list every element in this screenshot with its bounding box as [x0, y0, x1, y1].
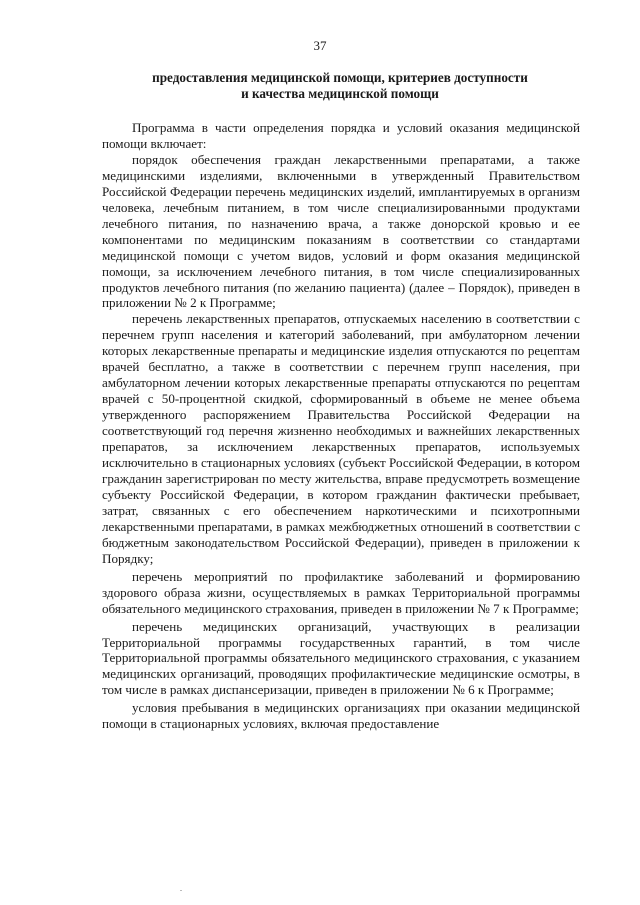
paragraph-stay-conditions: условия пребывания в медицинских организациях при оказании медицинской помощи в стационарных условиях, включая предоставление: [102, 700, 580, 732]
paragraph-medical-organizations: перечень медицинских организаций, участвующих в реализации Территориальной программы государственных гарантий, в том числе Территориальной программы обязательного медицинского страхования, с указанием медицинских организаций, проводящих профилактические медицинские осмотры, в том числе в рамках диспансеризации, приведен в приложении № 6 к Программе;: [102, 618, 580, 698]
paragraph-drug-provision-order: порядок обеспечения граждан лекарственными препаратами, а также медицинскими изделиями, включенными в утвержденный Правительством Российской Федерации перечень медицинских изделий, имплантируемых в организм человека, лечебным питанием, в том числе специализированными продуктами лечебного питания, по назначению врача, а также донорской кровью и ее компонентами по медицинским показаниям в соответствии со стандартами медицинской помощи с учетом видов, условий и форм оказания медицинской помощи, за исключением лечебного питания, в том числе специализированных продуктов лечебного питания (по желанию пациента) (далее – Порядок), приведен в приложении № 2 к Программе;: [102, 151, 580, 311]
paragraph-prevention-measures: перечень мероприятий по профилактике заболеваний и формированию здорового образа жизни, осуществляемых в рамках Территориальной программы обязательного медицинского страхования, приведен в приложении № 7 к Программе;: [102, 568, 580, 616]
scan-speck: [180, 890, 182, 891]
page-number: 37: [313, 38, 327, 53]
paragraph-drug-list: перечень лекарственных препаратов, отпускаемых населению в соответствии с перечнем групп населения и категорий заболеваний, при амбулаторном лечении которых лекарственные препараты и медицинские изделия отпускаются по рецептам врачей бесплатно, а также в соответствии с перечнем групп населения, при амбулаторном лечении которых лекарственные препараты отпускаются по рецептам врачей с 50-процентной скидкой, сформированный в объеме не менее объема утвержденного распоряжением Правительства Российской Федерации на соответствующий год перечня жизненно необходимых и важнейших лекарственных препаратов, за исключением лекарственных препаратов, используемых исключительно в стационарных условиях (субъект Российской Федерации, в котором гражданин зарегистрирован по месту жительства, вправе предусмотреть возмещение субъекту Российской Федерации, в котором гражданин фактически пребывает, затрат, связанных с его обеспечением наркотическими и психотропными лекарственными препаратами, в рамках межбюджетных отношений в соответствии с бюджетным законодательством Российской Федерации), приведен в приложении к Порядку;: [102, 311, 580, 566]
heading-line-1: предоставления медицинской помощи, критериев доступности: [152, 70, 528, 85]
document-body: [102, 120, 580, 732]
section-heading: [100, 70, 580, 102]
paragraph-intro: Программа в части определения порядка и условий оказания медицинской помощи включает:: [102, 120, 580, 151]
heading-line-2: и качества медицинской помощи: [241, 86, 439, 101]
